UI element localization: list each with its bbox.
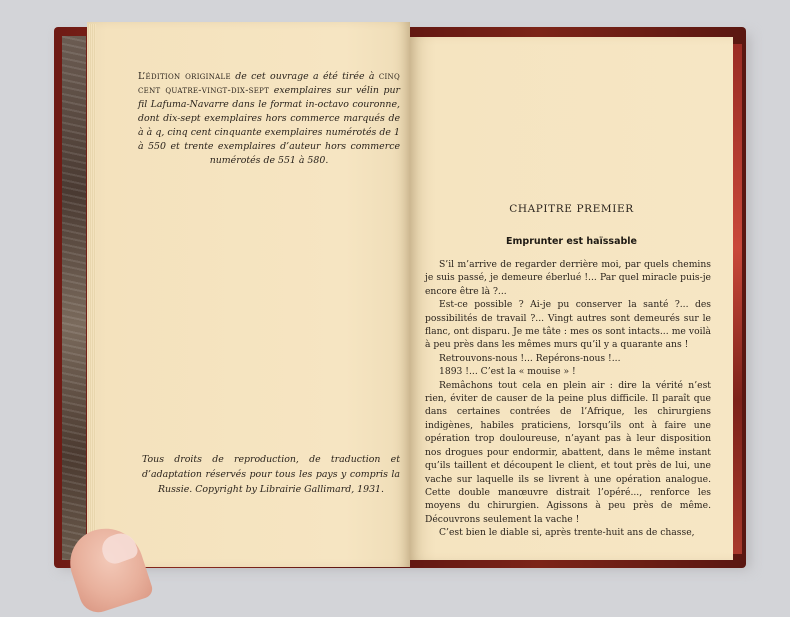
colophon-text (138, 70, 400, 168)
copyright-text: Tous droits de reproduction, de traduction et d’adaptation réservés pour tous les pays y compris la Russie. Copyright by Librairie Gallimard, 1931. (142, 454, 400, 495)
colophon-lead-2: cinq cent quatre-vingt-dix-sept (138, 71, 400, 96)
paragraph: C’est bien le diable si, après trente-huit ans de chasse, (439, 527, 695, 539)
colophon-lead-1: L’édition originale (138, 71, 231, 82)
chapter-heading: CHAPITRE PREMIER (509, 203, 634, 215)
chapter-body (425, 258, 711, 540)
colophon-text-2: exemplaires sur vélin pur fil Lafuma-Navarre dans le format in-octavo couronne, dont dix-sept exemplaires hors commerce marqués de à à q, cinq cent cinquante exemplaires numérotés de 1 à 550 et trente exemplaires d’auteur hors commerce numérotés de 551 à 580. (138, 85, 400, 166)
chapter-subtitle: Emprunter est haïssable (506, 236, 637, 247)
left-page-edges (88, 24, 96, 564)
paragraph: Est-ce possible ? Ai-je pu conserver la santé ?... des possibilités de travail ?... Vingt autres sont demeurés sur le flanc, ont disparu. Je me tâte : mes os sont intacts... me voilà à peu près dans les mêmes murs qu’il y a quarante ans ! (425, 299, 711, 351)
copyright-notice (142, 452, 400, 497)
colophon-text-1: de cet ouvrage a été tirée à (230, 71, 379, 82)
paragraph: S’il m’arrive de regarder derrière moi, par quels chemins je suis passé, je demeure éberlué !... Par quel miracle puis-je encore être là ?... (425, 259, 711, 297)
marbled-endpaper-left (62, 36, 86, 560)
paragraph: Remâchons tout cela en plein air : dire la vérité n’est rien, éviter de causer de la peine plus difficile. Il paraît que dans certaines contrées de l’Afrique, les chirurgiens indigènes, habiles praticiens, lorsqu’ils ont à faire une opération trop douloureuse, n’ayant pas à leur disposition nos drogues pour endormir, abattent, dans le même instant qu’ils taillent et découpent le client, et tout près de lui, une vache sur laquelle ils se livrent à une opération analogue. Cette double manœuvre distrait l’opéré..., renforce les moyens du chirurgien. Agissons à peu près de même. Découvrons seulement la vache ! (425, 379, 711, 525)
paragraph: Retrouvons-nous !... Repérons-nous !... (439, 352, 621, 364)
paragraph: 1893 !... C’est la « mouise » ! (439, 366, 576, 378)
